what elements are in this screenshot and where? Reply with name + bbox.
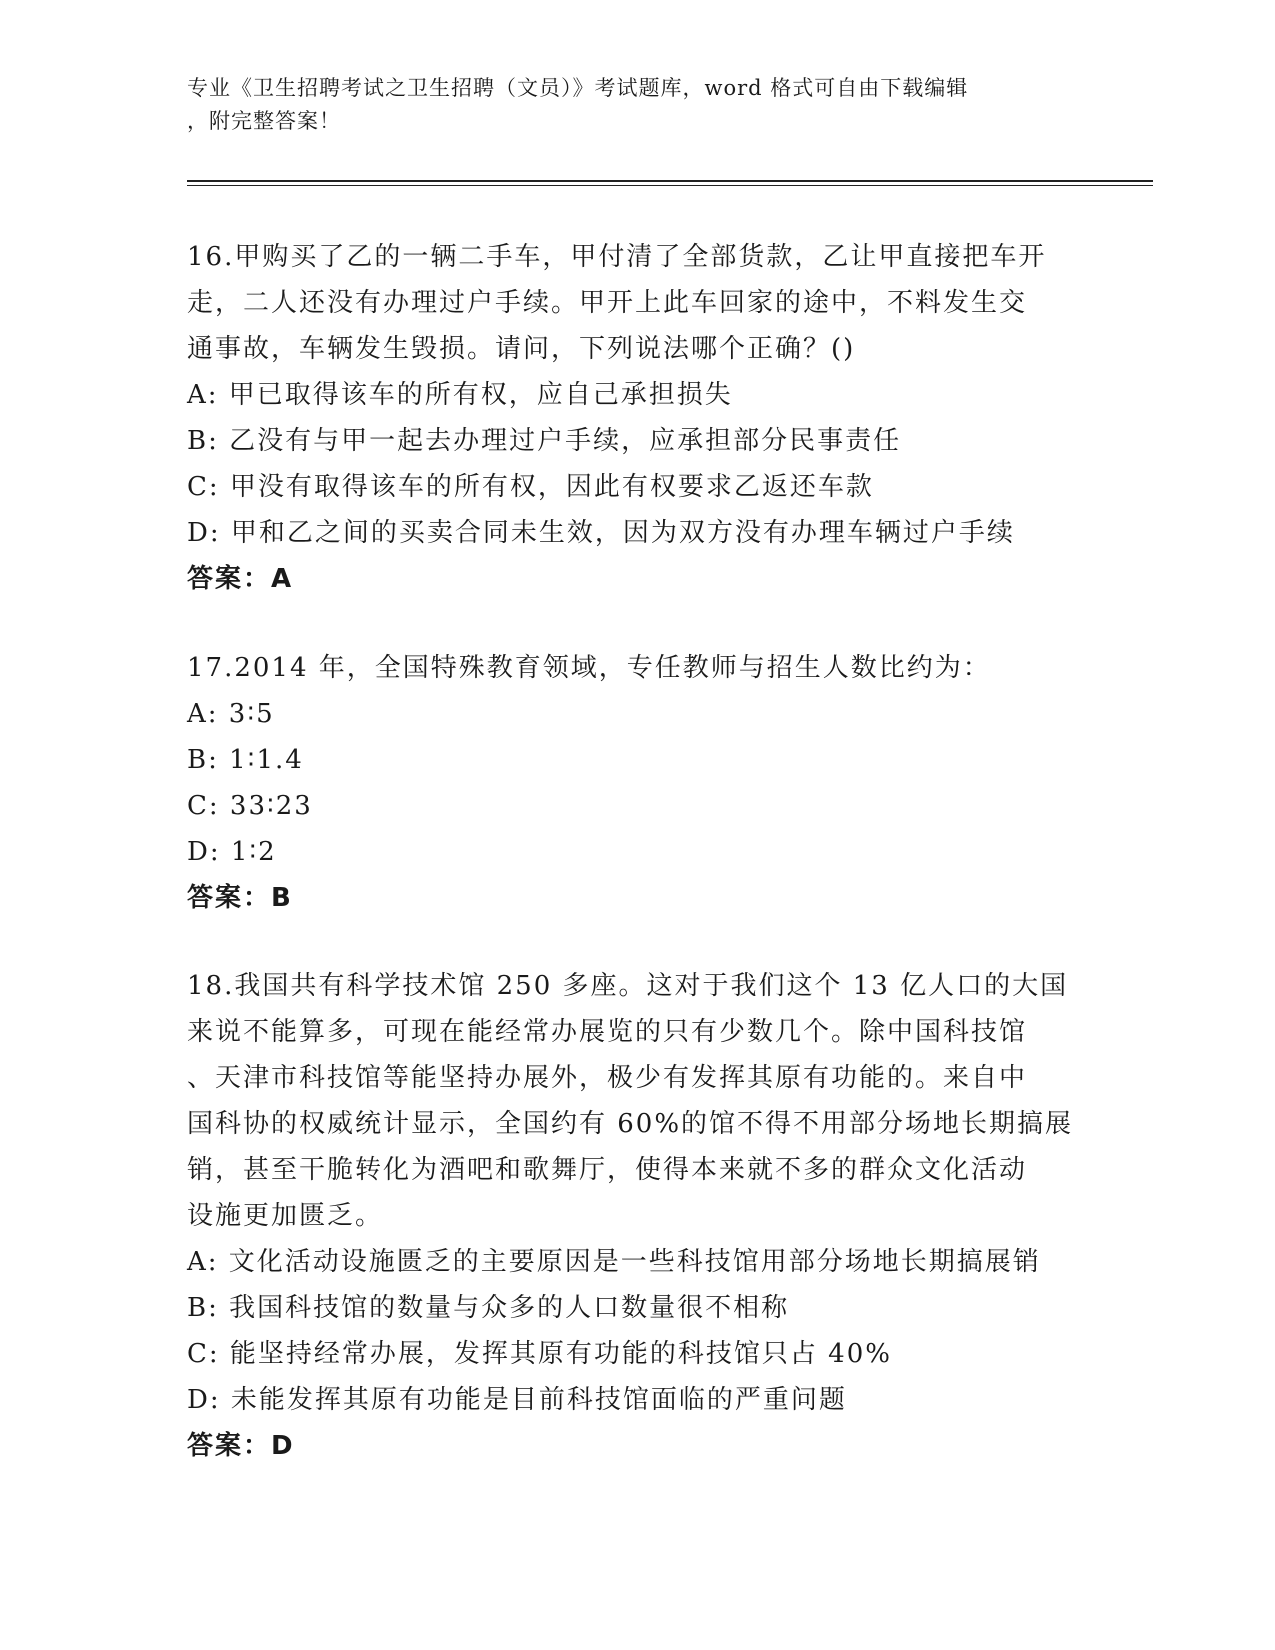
- question-17: [187, 645, 1087, 921]
- option-d: D: 1∶2: [187, 837, 277, 867]
- question-stem-line: 18.我国共有科学技术馆 250 多座。这对于我们这个 13 亿人口的大国: [187, 971, 1069, 1001]
- option-b: B: 我国科技馆的数量与众多的人口数量很不相称: [187, 1293, 790, 1323]
- question-16: [187, 234, 1087, 602]
- option-d: D: 甲和乙之间的买卖合同未生效，因为双方没有办理车辆过户手续: [187, 518, 1015, 548]
- answer: 答案：B: [187, 883, 293, 913]
- header-line-2: ，附完整答案！: [187, 109, 341, 133]
- question-stem-line: 通事故，车辆发生毁损。请问，下列说法哪个正确？(): [187, 334, 856, 364]
- option-c: C: 能坚持经常办展，发挥其原有功能的科技馆只占 40%: [187, 1339, 892, 1369]
- question-stem-line: 、天津市科技馆等能坚持办展外，极少有发挥其原有功能的。来自中: [187, 1063, 1028, 1093]
- header-divider-thin: [187, 185, 1153, 186]
- question-stem-line: 走，二人还没有办理过户手续。甲开上此车回家的途中，不料发生交: [187, 288, 1028, 318]
- header-line-1: 专业《卫生招聘考试之卫生招聘（文员）》考试题库，word 格式可自由下载编辑: [187, 76, 969, 100]
- option-a: A: 3∶5: [187, 699, 275, 729]
- option-b: B: 1∶1.4: [187, 745, 304, 775]
- question-stem-line: 16.甲购买了乙的一辆二手车，甲付清了全部货款，乙让甲直接把车开: [187, 242, 1047, 272]
- option-a: A: 文化活动设施匮乏的主要原因是一些科技馆用部分场地长期搞展销: [187, 1247, 1041, 1277]
- document-header: [187, 72, 1087, 138]
- question-stem-line: 销，甚至干脆转化为酒吧和歌舞厅，使得本来就不多的群众文化活动: [187, 1155, 1028, 1185]
- question-stem-line: 来说不能算多，可现在能经常办展览的只有少数几个。除中国科技馆: [187, 1017, 1028, 1047]
- question-18: [187, 963, 1087, 1469]
- question-stem-line: 国科协的权威统计显示，全国约有 60%的馆不得不用部分场地长期搞展: [187, 1109, 1074, 1139]
- answer: 答案：D: [187, 1431, 295, 1461]
- question-stem-line: 设施更加匮乏。: [187, 1201, 384, 1231]
- option-c: C: 甲没有取得该车的所有权，因此有权要求乙返还车款: [187, 472, 874, 502]
- question-stem-line: 17.2014 年，全国特殊教育领域，专任教师与招生人数比约为：: [187, 653, 991, 683]
- option-c: C: 33∶23: [187, 791, 313, 821]
- header-divider-thick: [187, 180, 1153, 182]
- option-b: B: 乙没有与甲一起去办理过户手续，应承担部分民事责任: [187, 426, 902, 456]
- answer: 答案：A: [187, 564, 294, 594]
- option-a: A: 甲已取得该车的所有权，应自己承担损失: [187, 380, 733, 410]
- option-d: D: 未能发挥其原有功能是目前科技馆面临的严重问题: [187, 1385, 847, 1415]
